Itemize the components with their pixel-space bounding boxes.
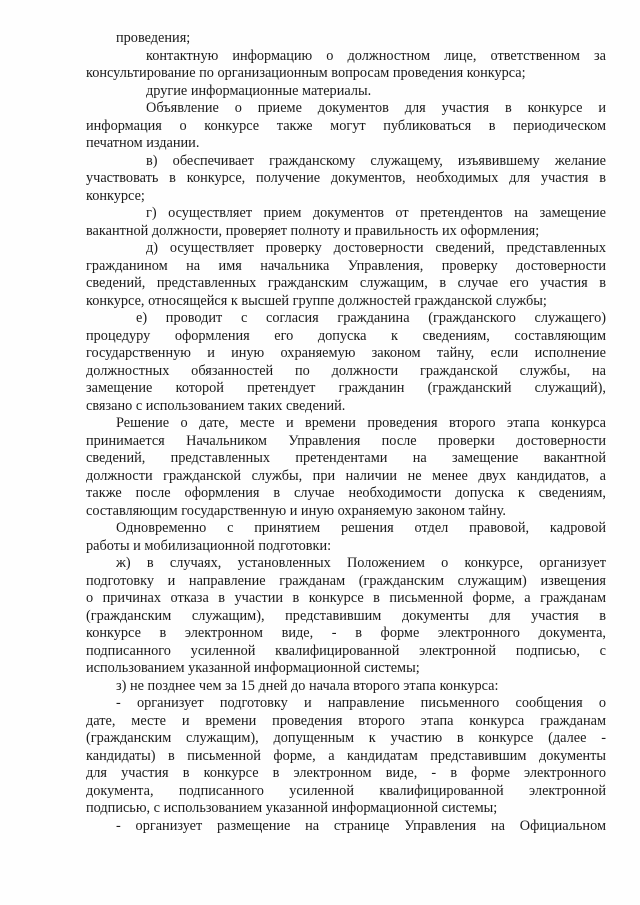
text-line: также после оформления в случае необходимости допуска к сведениям, — [86, 485, 606, 501]
text-line: конкурсе; — [86, 187, 145, 204]
text-line: Решение о дате, месте и времени проведения второго этапа конкурса — [116, 415, 606, 431]
text-line: кандидаты) в письменной форме, а кандидатам представившим документы — [86, 747, 606, 764]
text-line: должности гражданской службы, при наличии не менее двух кандидатов, а — [86, 467, 606, 484]
text-line: д) осуществляет проверку достоверности сведений, представленных — [146, 240, 606, 256]
text-line: контактную информацию о должностном лице, ответственном за — [146, 47, 606, 64]
text-line: использованием указанной информационной системы; — [86, 660, 420, 676]
text-line: з) не позднее чем за 15 дней до начала второго этапа конкурса: — [116, 677, 499, 694]
text-line: ж) в случаях, установленных Положением о конкурсе, организует — [116, 555, 606, 571]
text-line: документа, подписанного усиленной квалифицированной электронной — [86, 782, 606, 799]
text-line: подготовку и направление гражданам (гражданским служащим) извещения — [86, 572, 606, 589]
text-line: сведений, представленных гражданским служащим, в случае его участия в — [86, 275, 606, 291]
text-line: информация о конкурсе также могут публиковаться в периодическом — [86, 117, 606, 134]
text-line: процедуру оформления его допуска к сведениям, составляющим — [86, 327, 606, 344]
text-line: - организует размещение на странице Управления на Официальном — [116, 817, 606, 834]
text-line: дате, месте и времени проведения второго этапа конкурса гражданам — [86, 712, 606, 729]
text-line: е) проводит с согласия гражданина (гражданского служащего) — [136, 310, 606, 326]
text-line: (гражданским служащим), представившим документы для участия в — [86, 607, 606, 624]
text-line: государственную и иную охраняемую законом тайну, если исполнение — [86, 345, 606, 361]
text-line: о причинах отказа в участии в конкурсе в письменной форме, а гражданам — [86, 590, 606, 606]
text-line: вакантной должности, проверяет полноту и правильность их оформления; — [86, 222, 540, 239]
text-line: гражданином на имя начальника Управления, проверку достоверности — [86, 257, 606, 274]
text-line: Объявление о приеме документов для участия в конкурсе и — [146, 100, 606, 116]
text-line: проведения; — [116, 30, 191, 46]
text-line: конкурсе в электронном виде, - в форме электронного документа, — [86, 625, 606, 641]
text-line: участвовать в конкурсе, получение документов, необходимых для участия в — [86, 170, 606, 186]
text-line: конкурсе, относящейся к высшей группе должностей гражданской службы; — [86, 292, 547, 309]
text-line: сведений, представленных претендентами на замещение вакантной — [86, 450, 606, 466]
text-line: для участия в конкурсе в электронном виде, - в форме электронного — [86, 765, 606, 781]
text-line: в) обеспечивает гражданскому служащему, изъявившему желание — [146, 152, 606, 169]
text-line: подписью, с использованием указанной информационной системы; — [86, 800, 498, 816]
text-line: (гражданским служащим), допущенным к участию в конкурсе (далее - — [86, 730, 606, 746]
text-line: замещение которой претендует гражданин (гражданский служащий), — [86, 380, 606, 396]
text-line: другие информационные материалы. — [146, 82, 372, 99]
text-line: подписанного усиленной квалифицированной электронной подписью, с — [86, 642, 606, 659]
text-line: Одновременно с принятием решения отдел правовой, кадровой — [116, 520, 606, 536]
text-line: - организует подготовку и направление письменного сообщения о — [116, 695, 606, 711]
text-line: составляющим государственную и иную охраняемую законом тайну. — [86, 502, 506, 519]
text-line: консультирование по организационным вопросам проведения конкурса; — [86, 65, 526, 81]
text-line: связано с использованием таких сведений. — [86, 397, 346, 414]
text-line: принимается Начальником Управления после проверки достоверности — [86, 432, 606, 449]
text-line: работы и мобилизационной подготовки: — [86, 537, 332, 554]
text-line: г) осуществляет прием документов от претендентов на замещение — [146, 205, 606, 221]
text-line: печатном издании. — [86, 135, 200, 151]
document-body — [86, 30, 606, 835]
text-line: должностных обязанностей по должности гражданской службы, на — [86, 362, 606, 379]
